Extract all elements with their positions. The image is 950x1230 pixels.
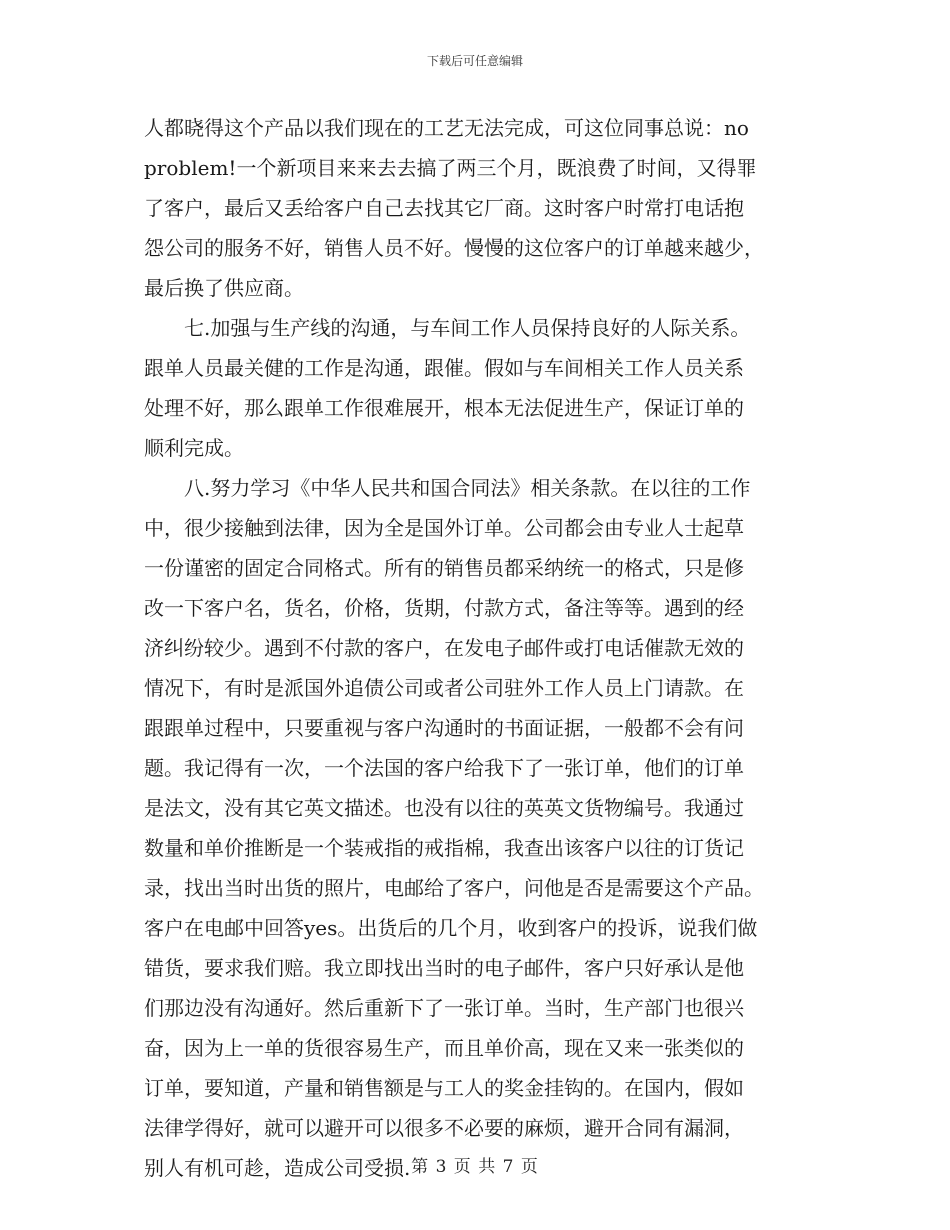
text-line: 怨公司的服务不好，销售人员不好。慢慢的这位客户的订单越来越少，: [144, 236, 764, 260]
page-header: 下载后可任意编辑: [426, 54, 523, 68]
text-line: 是法文，没有其它英文描述。也没有以往的英英文货物编号。我通过: [144, 796, 744, 820]
text-line: 情况下，有时是派国外追债公司或者公司驻外工作人员上门请款。在: [144, 676, 744, 700]
text-line: 顺利完成。: [144, 436, 244, 460]
text-line: 订单，要知道，产量和销售额是与工人的奖金挂钩的。在国内，假如: [144, 1076, 744, 1100]
document-body: [144, 108, 810, 1188]
page-footer: 第 3 页 共 7 页: [411, 1157, 539, 1177]
text-line: 一份谨密的固定合同格式。所有的销售员都采纳统一的格式，只是修: [144, 556, 744, 580]
paragraph-1: [144, 108, 810, 308]
text-line: 跟跟单过程中，只要重视与客户沟通时的书面证据，一般都不会有问: [144, 716, 744, 740]
paragraph-3: [144, 468, 810, 1188]
text-line-first: 七.加强与生产线的沟通，与车间工作人员保持良好的人际关系。: [184, 316, 751, 340]
text-line: 跟单人员最关健的工作是沟通，跟催。假如与车间相关工作人员关系: [144, 356, 744, 380]
text-line: 错货，要求我们赔。我立即找出当时的电子邮件，客户只好承认是他: [144, 956, 744, 980]
text-line: problem!一个新项目来来去去搞了两三个月，既浪费了时间，又得罪: [144, 156, 757, 180]
text-line: 改一下客户名，货名，价格，货期，付款方式，备注等等。遇到的经: [144, 596, 744, 620]
text-line: 法律学得好，就可以避开可以很多不必要的麻烦，避开合同有漏洞，: [144, 1116, 744, 1140]
text-line: 们那边没有沟通好。然后重新下了一张订单。当时，生产部门也很兴: [144, 996, 744, 1020]
text-line: 最后换了供应商。: [144, 276, 304, 300]
text-line-first: 八.努力学习《中华人民共和国合同法》相关条款。在以往的工作: [184, 476, 751, 500]
text-line: 人都晓得这个产品以我们现在的工艺无法完成，可这位同事总说：no: [144, 116, 749, 140]
text-line: 济纠纷较少。遇到不付款的客户，在发电子邮件或打电话催款无效的: [144, 636, 744, 660]
text-line: 中，很少接触到法律，因为全是国外订单。公司都会由专业人士起草: [144, 516, 744, 540]
text-line: 了客户，最后又丢给客户自己去找其它厂商。这时客户时常打电话抱: [144, 196, 744, 220]
text-line: 处理不好，那么跟单工作很难展开，根本无法促进生产，保证订单的: [144, 396, 744, 420]
text-line: 别人有机可趁，造成公司受损.: [144, 1156, 411, 1180]
text-line: 奋，因为上一单的货很容易生产，而且单价高，现在又来一张类似的: [144, 1036, 744, 1060]
paragraph-2: [144, 308, 810, 468]
text-line: 数量和单价推断是一个装戒指的戒指棉，我查出该客户以往的订货记: [144, 836, 744, 860]
text-line: 题。我记得有一次，一个法国的客户给我下了一张订单，他们的订单: [144, 756, 744, 780]
text-line: 录，找出当时出货的照片，电邮给了客户，问他是否是需要这个产品。: [144, 876, 764, 900]
text-line: 客户在电邮中回答yes。出货后的几个月，收到客户的投诉，说我们做: [144, 916, 758, 940]
